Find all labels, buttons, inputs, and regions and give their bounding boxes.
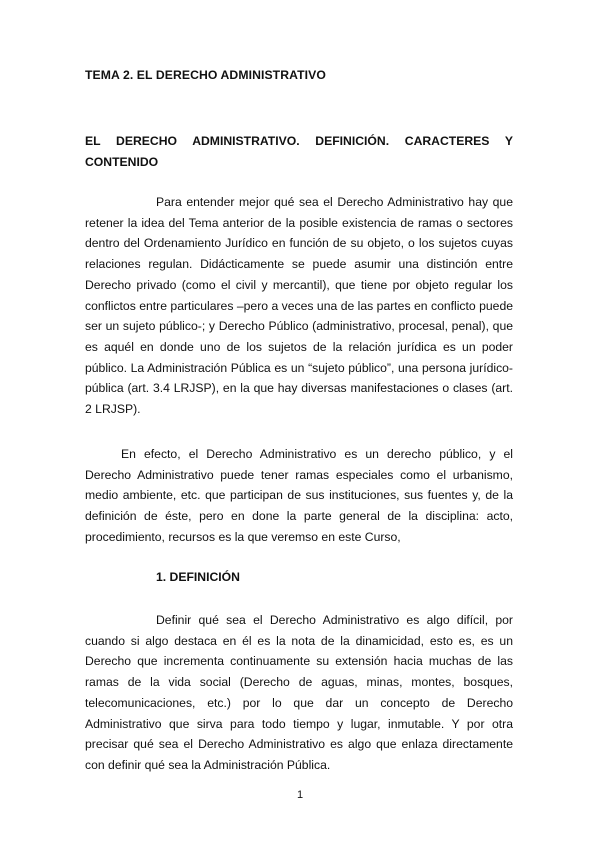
section-heading-line-1: EL DERECHO ADMINISTRATIVO. DEFINICIÓN. CARACTERES Y [85,134,513,148]
subheading-definicion: 1. DEFINICIÓN [156,570,240,584]
paragraph-intro: Para entender mejor qué sea el Derecho Administrativo hay que retener la idea del Tema anterior de la posible existencia de ramas o sectores dentro del Ordenamiento Jurídico en función de su objeto, o los sujetos cuyas relaciones regulan. Didácticamente se puede asumir una distinción entre Derecho privado (como el civil y mercantil), que tiene por objeto regular los conflictos entre particulares –pero a veces una de las partes en conflicto puede ser un sujeto público-; y Derecho Público (administrativo, procesal, penal), que es aquél en donde uno de los sujetos de la relación jurídica es un poder público. La Administración Pública es un “sujeto público”, una persona jurídico-pública (art. 3.4 LRJSP), en la que hay diversas manifestaciones o clases (art. 2 LRJSP). [85,195,513,417]
page-number: 1 [296,789,304,801]
section-heading-line-2: CONTENIDO [85,155,159,169]
paragraph-definition: Definir qué sea el Derecho Administrativo es algo difícil, por cuando si algo destaca en él es la nota de la dinamicidad, esto es, es un Derecho que incrementa continuamente su extensión hacia muchas de las ramas de la vida social (Derecho de aguas, minas, montes, bosques, telecomunicaciones, etc.) por lo que dar un concepto de Derecho Administrativo que sirva para todo tiempo y lugar, inmutable. Y por otra precisar qué sea el Derecho Administrativo es algo que enlaza directamente con definir qué sea la Administración Pública. [85,613,513,772]
paragraph-public-law: En efecto, el Derecho Administrativo es un derecho público, y el Derecho Administrativo puede tener ramas especiales como el urbanismo, medio ambiente, etc. que participan de sus instituciones, sus fuentes y, de la definición de éste, pero en done la parte general de la disciplina: acto, procedimiento, recursos es la que veremso en este Curso, [85,447,513,544]
section-heading [85,131,513,173]
document-title: TEMA 2. EL DERECHO ADMINISTRATIVO [85,68,326,82]
